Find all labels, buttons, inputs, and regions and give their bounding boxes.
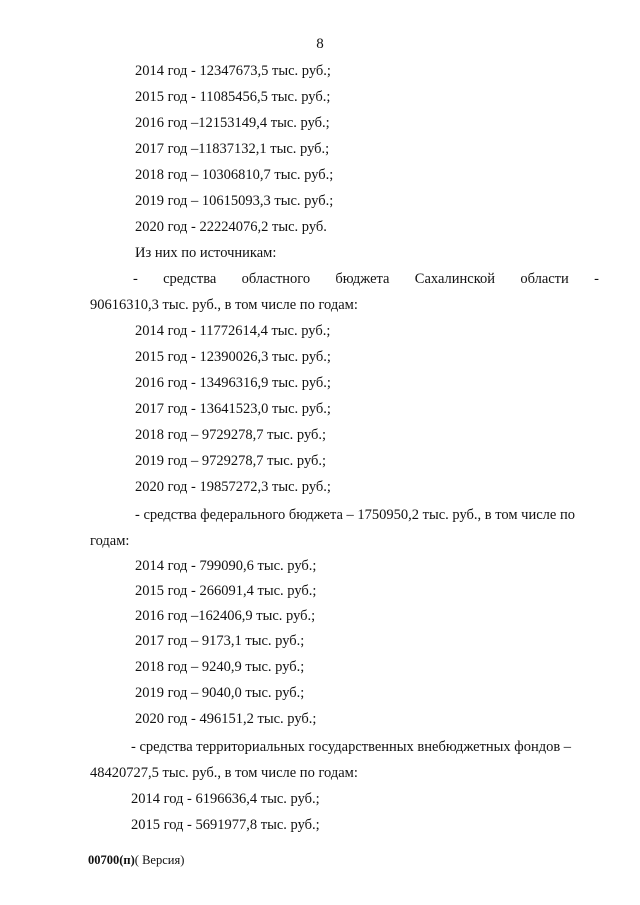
list-item: 2016 год –162406,9 тыс. руб.; xyxy=(135,608,316,624)
list-item: 2019 год – 9729278,7 тыс. руб.; xyxy=(135,453,327,469)
footer xyxy=(88,853,184,868)
federal-budget-line: - средства федерального бюджета – 1750950,2 тыс. руб., в том числе по xyxy=(135,507,575,523)
page-number: 8 xyxy=(316,36,324,52)
list-item: 2019 год – 10615093,3 тыс. руб.; xyxy=(135,193,334,209)
word: Сахалинской xyxy=(414,271,496,287)
list-item: 2014 год - 6196636,4 тыс. руб.; xyxy=(131,791,320,807)
federal-budget-continuation: годам: xyxy=(90,533,130,549)
list-item: 2017 год – 9173,1 тыс. руб.; xyxy=(135,633,305,649)
document-version: ( Версия) xyxy=(134,853,185,867)
regional-budget-continuation: 90616310,3 тыс. руб., в том числе по годам: xyxy=(90,297,358,313)
word: бюджета xyxy=(335,271,390,287)
list-item: 2014 год - 799090,6 тыс. руб.; xyxy=(135,558,317,574)
sources-heading: Из них по источникам: xyxy=(135,245,277,261)
list-item: 2020 год - 22224076,2 тыс. руб. xyxy=(135,219,327,235)
list-item: 2015 год - 12390026,3 тыс. руб.; xyxy=(135,349,331,365)
list-item: 2015 год - 266091,4 тыс. руб.; xyxy=(135,583,317,599)
list-item: 2016 год - 13496316,9 тыс. руб.; xyxy=(135,375,331,391)
list-item: 2017 год –11837132,1 тыс. руб.; xyxy=(135,141,330,157)
list-item: 2020 год - 19857272,3 тыс. руб.; xyxy=(135,479,331,495)
list-item: 2019 год – 9040,0 тыс. руб.; xyxy=(135,685,305,701)
list-item: 2015 год - 5691977,8 тыс. руб.; xyxy=(131,817,320,833)
word: - xyxy=(594,271,599,287)
document-code: 00700(п) xyxy=(88,853,135,867)
list-item: 2018 год – 9240,9 тыс. руб.; xyxy=(135,659,305,675)
territorial-funds-line: - средства территориальных государственных внебюджетных фондов – xyxy=(131,739,572,755)
territorial-funds-continuation: 48420727,5 тыс. руб., в том числе по годам: xyxy=(90,765,358,781)
word: области xyxy=(520,271,569,287)
list-item: 2017 год - 13641523,0 тыс. руб.; xyxy=(135,401,331,417)
regional-budget-line xyxy=(133,270,599,288)
list-item: 2014 год - 12347673,5 тыс. руб.; xyxy=(135,63,331,79)
list-item: 2020 год - 496151,2 тыс. руб.; xyxy=(135,711,317,727)
list-item: 2018 год – 10306810,7 тыс. руб.; xyxy=(135,167,334,183)
word: средства xyxy=(163,271,217,287)
list-item: 2016 год –12153149,4 тыс. руб.; xyxy=(135,115,330,131)
word: областного xyxy=(241,271,311,287)
list-item: 2014 год - 11772614,4 тыс. руб.; xyxy=(135,323,331,339)
word: - xyxy=(133,271,138,287)
list-item: 2018 год – 9729278,7 тыс. руб.; xyxy=(135,427,327,443)
list-item: 2015 год - 11085456,5 тыс. руб.; xyxy=(135,89,331,105)
